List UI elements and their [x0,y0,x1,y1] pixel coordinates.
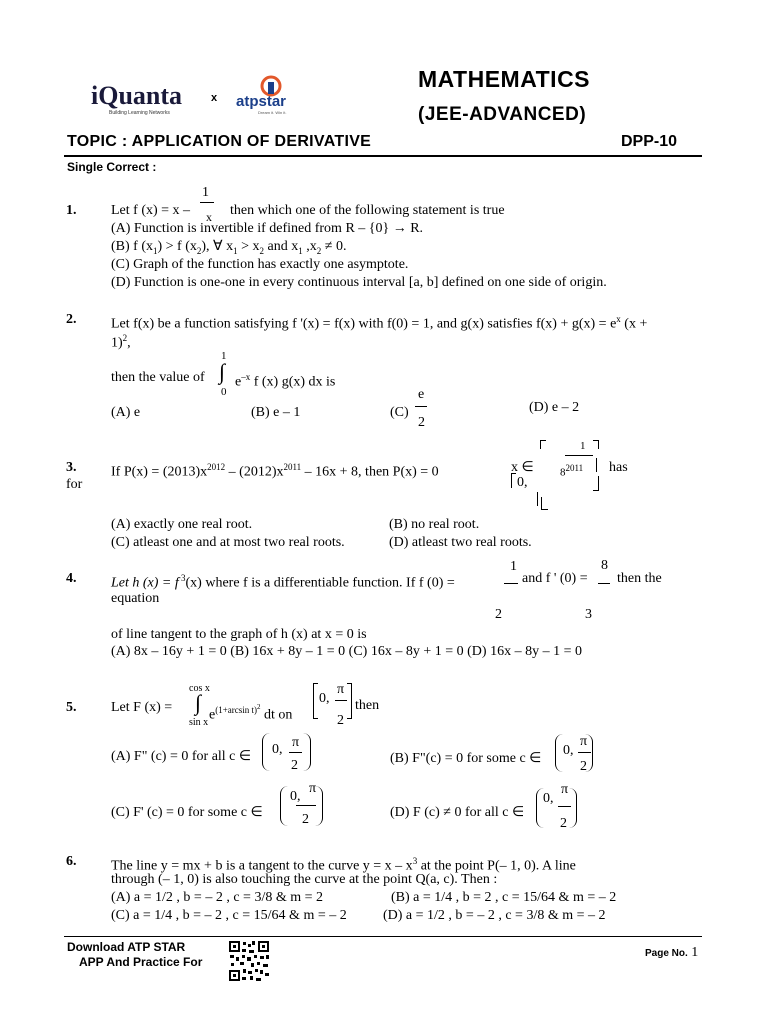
q5-option-d: (D) F (c) ≠ 0 for all c ∈ [390,805,525,820]
q5-let: Let F (x) = [111,700,173,715]
q4-frac1-bar [504,583,518,584]
atpstar-wordmark: atpstar [236,93,287,110]
q6-option-a: (A) a = 1/2 , b = – 2 , c = 3/8 & m = 2 [111,890,324,905]
q5-c-paren-right [314,786,323,826]
q1-stem-post: then which one of the following statement is true [230,203,505,218]
q6-line2: through (– 1, 0) is also touching the curve at the point Q(a, c). Then : [111,872,498,887]
q1-b-text: > x [237,239,260,254]
q2-c-bar [415,406,427,407]
q4-frac2-den: 3 [585,607,592,622]
q1-b-sub: 2 [259,245,265,256]
q5-two: 2 [337,713,344,728]
q1-b-text: ), ∀ x [201,239,234,254]
logo-separator: x [211,92,218,104]
q3-stem-sup: 2011 [283,462,302,472]
q2-int-upper: 1 [221,350,227,362]
q3-bracket-top-left [540,440,546,449]
q5-upper: cos x [189,683,210,694]
q1-b-sub: 1 [233,245,238,256]
page-number [645,945,698,961]
q5-b-pi: π [580,734,588,749]
q4-frac2-num: 8 [601,558,608,573]
q5-a-paren-left [262,733,271,771]
q5-zero: 0, [319,691,330,706]
q3-int-zero: 0, [517,475,528,490]
q3-option-b: (B) no real root. [389,517,480,532]
q6-number: 6. [66,854,77,869]
q2-line1-end: (x + [620,316,648,332]
q6-option-c: (C) a = 1/4 , b = – 2 , c = 15/64 & m = – 2 [111,908,347,923]
q4-stem-sup: 3 [178,573,186,583]
atpstar-tagline: Dream it. Win it. [258,110,287,115]
iquanta-tagline: Building Learning Networks [109,110,170,116]
q5-c-pi: π [309,781,317,796]
page-label: Page No. [645,948,688,959]
q5-a-pi: π [292,735,300,750]
q2-then: then the value of [111,370,205,385]
q4-and: and f ' (0) = [522,571,588,586]
q4-frac2-bar [598,583,610,584]
q1-frac-num: 1 [202,185,209,200]
q3-int-den [560,460,583,482]
q5-number: 5. [66,700,77,715]
q4-stem-text: (x) where f is a differentiable function. If f (0) = [185,575,455,591]
q5-a-two: 2 [291,758,298,773]
q1-b-sub: 1 [153,245,158,256]
q1-stem-pre: Let f (x) = x – [111,203,191,218]
q4-then: then the [617,571,662,586]
q4-equation: equation [111,591,160,606]
q3-bracket-bot-left [537,492,538,506]
q2-option-d: (D) e – 2 [529,400,580,415]
q5-lower: sin x [189,717,209,728]
q2-option-a: (A) e [111,405,141,420]
q3-has: has [609,460,628,475]
q5-dt-on: dt on [260,707,293,723]
q2-int-lower: 0 [221,386,227,398]
q1-b-sub: 1 [298,245,303,256]
q1-frac-bar [200,202,214,203]
footer-rule [64,936,702,937]
q3-x-in: x ∈ [511,460,534,475]
q3-stem [111,459,439,481]
q2-integrand-end: f (x) g(x) dx is [250,374,336,390]
q5-pi: π [337,682,345,697]
q2-line2-text: 1) [111,335,123,351]
q1-b-text: and x [264,239,299,254]
q3-for: for [66,477,83,492]
q1-frac-den: x [206,210,212,224]
qr-code-icon [228,940,270,982]
q6-line1-text: The line y = mx + b is a tangent to the curve y = x – x [111,858,413,874]
q5-c-two: 2 [302,812,309,827]
q2-line2 [111,330,131,352]
q5-a-bar [289,752,302,753]
q3-stem-sup: 2012 [207,462,226,472]
q1-b-text: ≠ 0. [321,239,347,254]
q4-stem-text: Let h (x) = f [111,575,179,591]
q2-line2-end: , [127,335,131,351]
q4-frac1-den: 2 [495,607,502,622]
subject-title: MATHEMATICS [418,66,591,92]
q4-line3: of line tangent to the graph of h (x) at x = 0 is [111,627,367,642]
q5-bracket-left [313,683,318,719]
q6-option-b: (B) a = 1/4 , b = 2 , c = 15/64 & m = – 2 [391,890,617,905]
q5-b-paren-right [584,734,593,772]
iquanta-wordmark: iQuanta [91,81,183,110]
q1-option-c: (C) Graph of the function has exactly one asymptote. [111,257,409,272]
dpp-label: DPP-10 [621,133,678,150]
q5-integrand-sup2: 2 [257,703,261,711]
q5-b-zero: 0, [563,743,574,758]
q1-option-a: (A) Function is invertible if defined from R – {0} → R. [111,221,424,236]
q5-bracket-right [347,683,352,719]
iquanta-logo [91,82,182,116]
q1-b-text: (B) f (x [111,239,153,254]
q2-number: 2. [66,312,77,327]
integral-sign-icon: ∫ [219,359,226,384]
q5-pi-bar [335,700,347,701]
q3-stem-text: If P(x) = (2013)x [111,464,208,480]
page-num: 1 [691,945,699,960]
q1-option-d: (D) Function is one-one in every continuous interval [a, b] defined on one side of origin. [111,275,607,290]
q5-b-two: 2 [580,759,587,774]
q3-bracket-left [511,473,516,488]
q2-c-num: e [418,387,425,402]
q3-int-num: 1 [580,440,586,452]
q1-b-text: ) > f (x [157,239,197,254]
q3-bracket-bot-left-foot [541,497,548,510]
q2-integrand-sup: –x [241,372,251,382]
q3-stem-text: – 16x + 8, then P(x) = 0 [301,464,439,480]
q4-frac1-num: 1 [510,559,517,574]
q3-int-den-base: 8 [560,466,566,479]
q1-b-sub: 2 [316,245,322,256]
q2-line2-sup: 2 [122,333,128,343]
q2-line1-text: Let f(x) be a function satisfying f '(x) = f(x) with f(0) = 1, and g(x) satisfies f(x) + g(x) = e [111,316,617,332]
q3-int-den-sup: 2011 [565,463,584,473]
footer-download-line2: APP And Practice For [79,955,203,969]
q2-c-den: 2 [418,415,425,430]
q5-integrand-sup-text: (1+arcsin t) [215,705,258,715]
q2-integrand-e: e [235,374,242,390]
q3-bracket-mid-right [596,458,597,472]
q6-option-d: (D) a = 1/2 , b = – 2 , c = 3/8 & m = – 2 [383,908,606,923]
q2-option-c: (C) [390,405,409,420]
q2-integrand [235,369,335,391]
q5-d-two: 2 [560,816,567,831]
q1-b-text: ,x [302,239,317,254]
q4-stem [111,570,455,592]
q3-option-c: (C) atleast one and at most two real roots. [111,535,345,550]
q3-number: 3. [66,460,77,475]
q5-a-paren-right [302,733,311,771]
q3-int-bar [565,455,593,456]
q3-stem-text: – (2012)x [225,464,284,480]
q3-option-a: (A) exactly one real root. [111,517,253,532]
q5-integrand-e: e [209,707,216,723]
q5-option-b: (B) F"(c) = 0 for some c ∈ [390,751,542,766]
q3-option-d: (D) atleast two real roots. [389,535,532,550]
q5-option-a: (A) F" (c) = 0 for all c ∈ [111,749,252,764]
integral-sign-icon: ∫ [195,690,202,715]
q5-integrand-sup [215,705,260,715]
q6-line1-text: at the point P(– 1, 0). A line [417,858,576,874]
q2-line1 [111,311,647,333]
q2-option-b: (B) e – 1 [251,405,301,420]
footer-download-line1: Download ATP STAR [67,940,186,954]
q1-number: 1. [66,203,77,218]
q1-b-sub: 2 [196,245,202,256]
q5-d-paren-right [568,788,577,828]
atpstar-logo [236,74,310,114]
q4-number: 4. [66,571,77,586]
q3-bracket-top-right [593,440,599,449]
q5-a-zero: 0, [272,742,283,757]
section-label: Single Correct : [67,160,157,174]
q4-options: (A) 8x – 16y + 1 = 0 (B) 16x + 8y – 1 = 0 (C) 16x – 8y + 1 = 0 (D) 16x – 8y – 1 = 0 [111,644,582,659]
q1-stem [111,202,505,219]
q5-c-zero: 0, [290,789,301,804]
q2-line1-sup: x [616,314,621,324]
q5-option-c: (C) F' (c) = 0 for some c ∈ [111,805,263,820]
header-rule [64,155,702,157]
exam-title: (JEE-ADVANCED) [418,104,587,125]
q5-d-zero: 0, [543,791,554,806]
q5-integrand [209,699,292,724]
q5-c-bar [296,805,316,806]
q5-c-paren-left [280,786,289,826]
q5-then: then [355,698,380,713]
q6-line1-sup: 3 [412,856,418,866]
q3-bracket-bot-right [593,476,599,491]
topic-title: TOPIC : APPLICATION OF DERIVATIVE [67,133,372,150]
q5-d-pi: π [561,782,569,797]
